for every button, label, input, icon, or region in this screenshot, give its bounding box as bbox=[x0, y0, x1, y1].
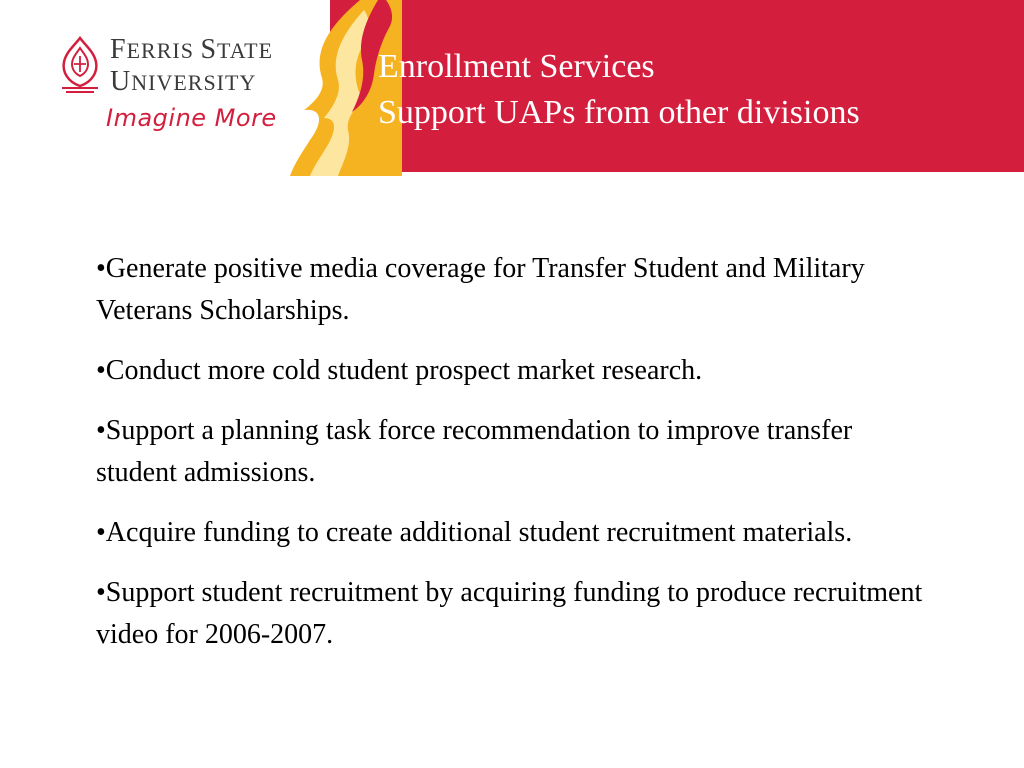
logo-letters: TATE bbox=[217, 38, 274, 63]
logo-line-university bbox=[110, 66, 256, 98]
bullet-item: •Conduct more cold student prospect market research. bbox=[96, 355, 703, 386]
bullet-item: •Support student recruitment by acquiring funding to produce recruitment video for 2006-2007. bbox=[96, 577, 923, 650]
title-line-2: Support UAPs from other divisions bbox=[378, 94, 860, 131]
title-line-1: Enrollment Services bbox=[378, 48, 655, 85]
logo-tagline: Imagine More bbox=[106, 104, 277, 132]
bullet-item: •Generate positive media coverage for Transfer Student and Military Veterans Scholarships. bbox=[96, 253, 865, 326]
bullet-item: •Acquire funding to create additional student recruitment materials. bbox=[96, 517, 853, 548]
logo-letters: NIVERSITY bbox=[131, 70, 257, 95]
ferris-seal-icon bbox=[54, 34, 106, 96]
bullet-item: •Support a planning task force recommendation to improve transfer student admissions. bbox=[96, 415, 853, 488]
bullet-list bbox=[96, 248, 936, 674]
logo-letters: ERRIS bbox=[126, 38, 201, 63]
logo-letter: S bbox=[200, 34, 218, 65]
slide-title bbox=[378, 44, 860, 136]
logo-line-ferris-state bbox=[110, 34, 273, 66]
logo-letter: U bbox=[110, 66, 132, 97]
university-logo bbox=[50, 30, 300, 160]
logo-letter: F bbox=[110, 34, 127, 65]
